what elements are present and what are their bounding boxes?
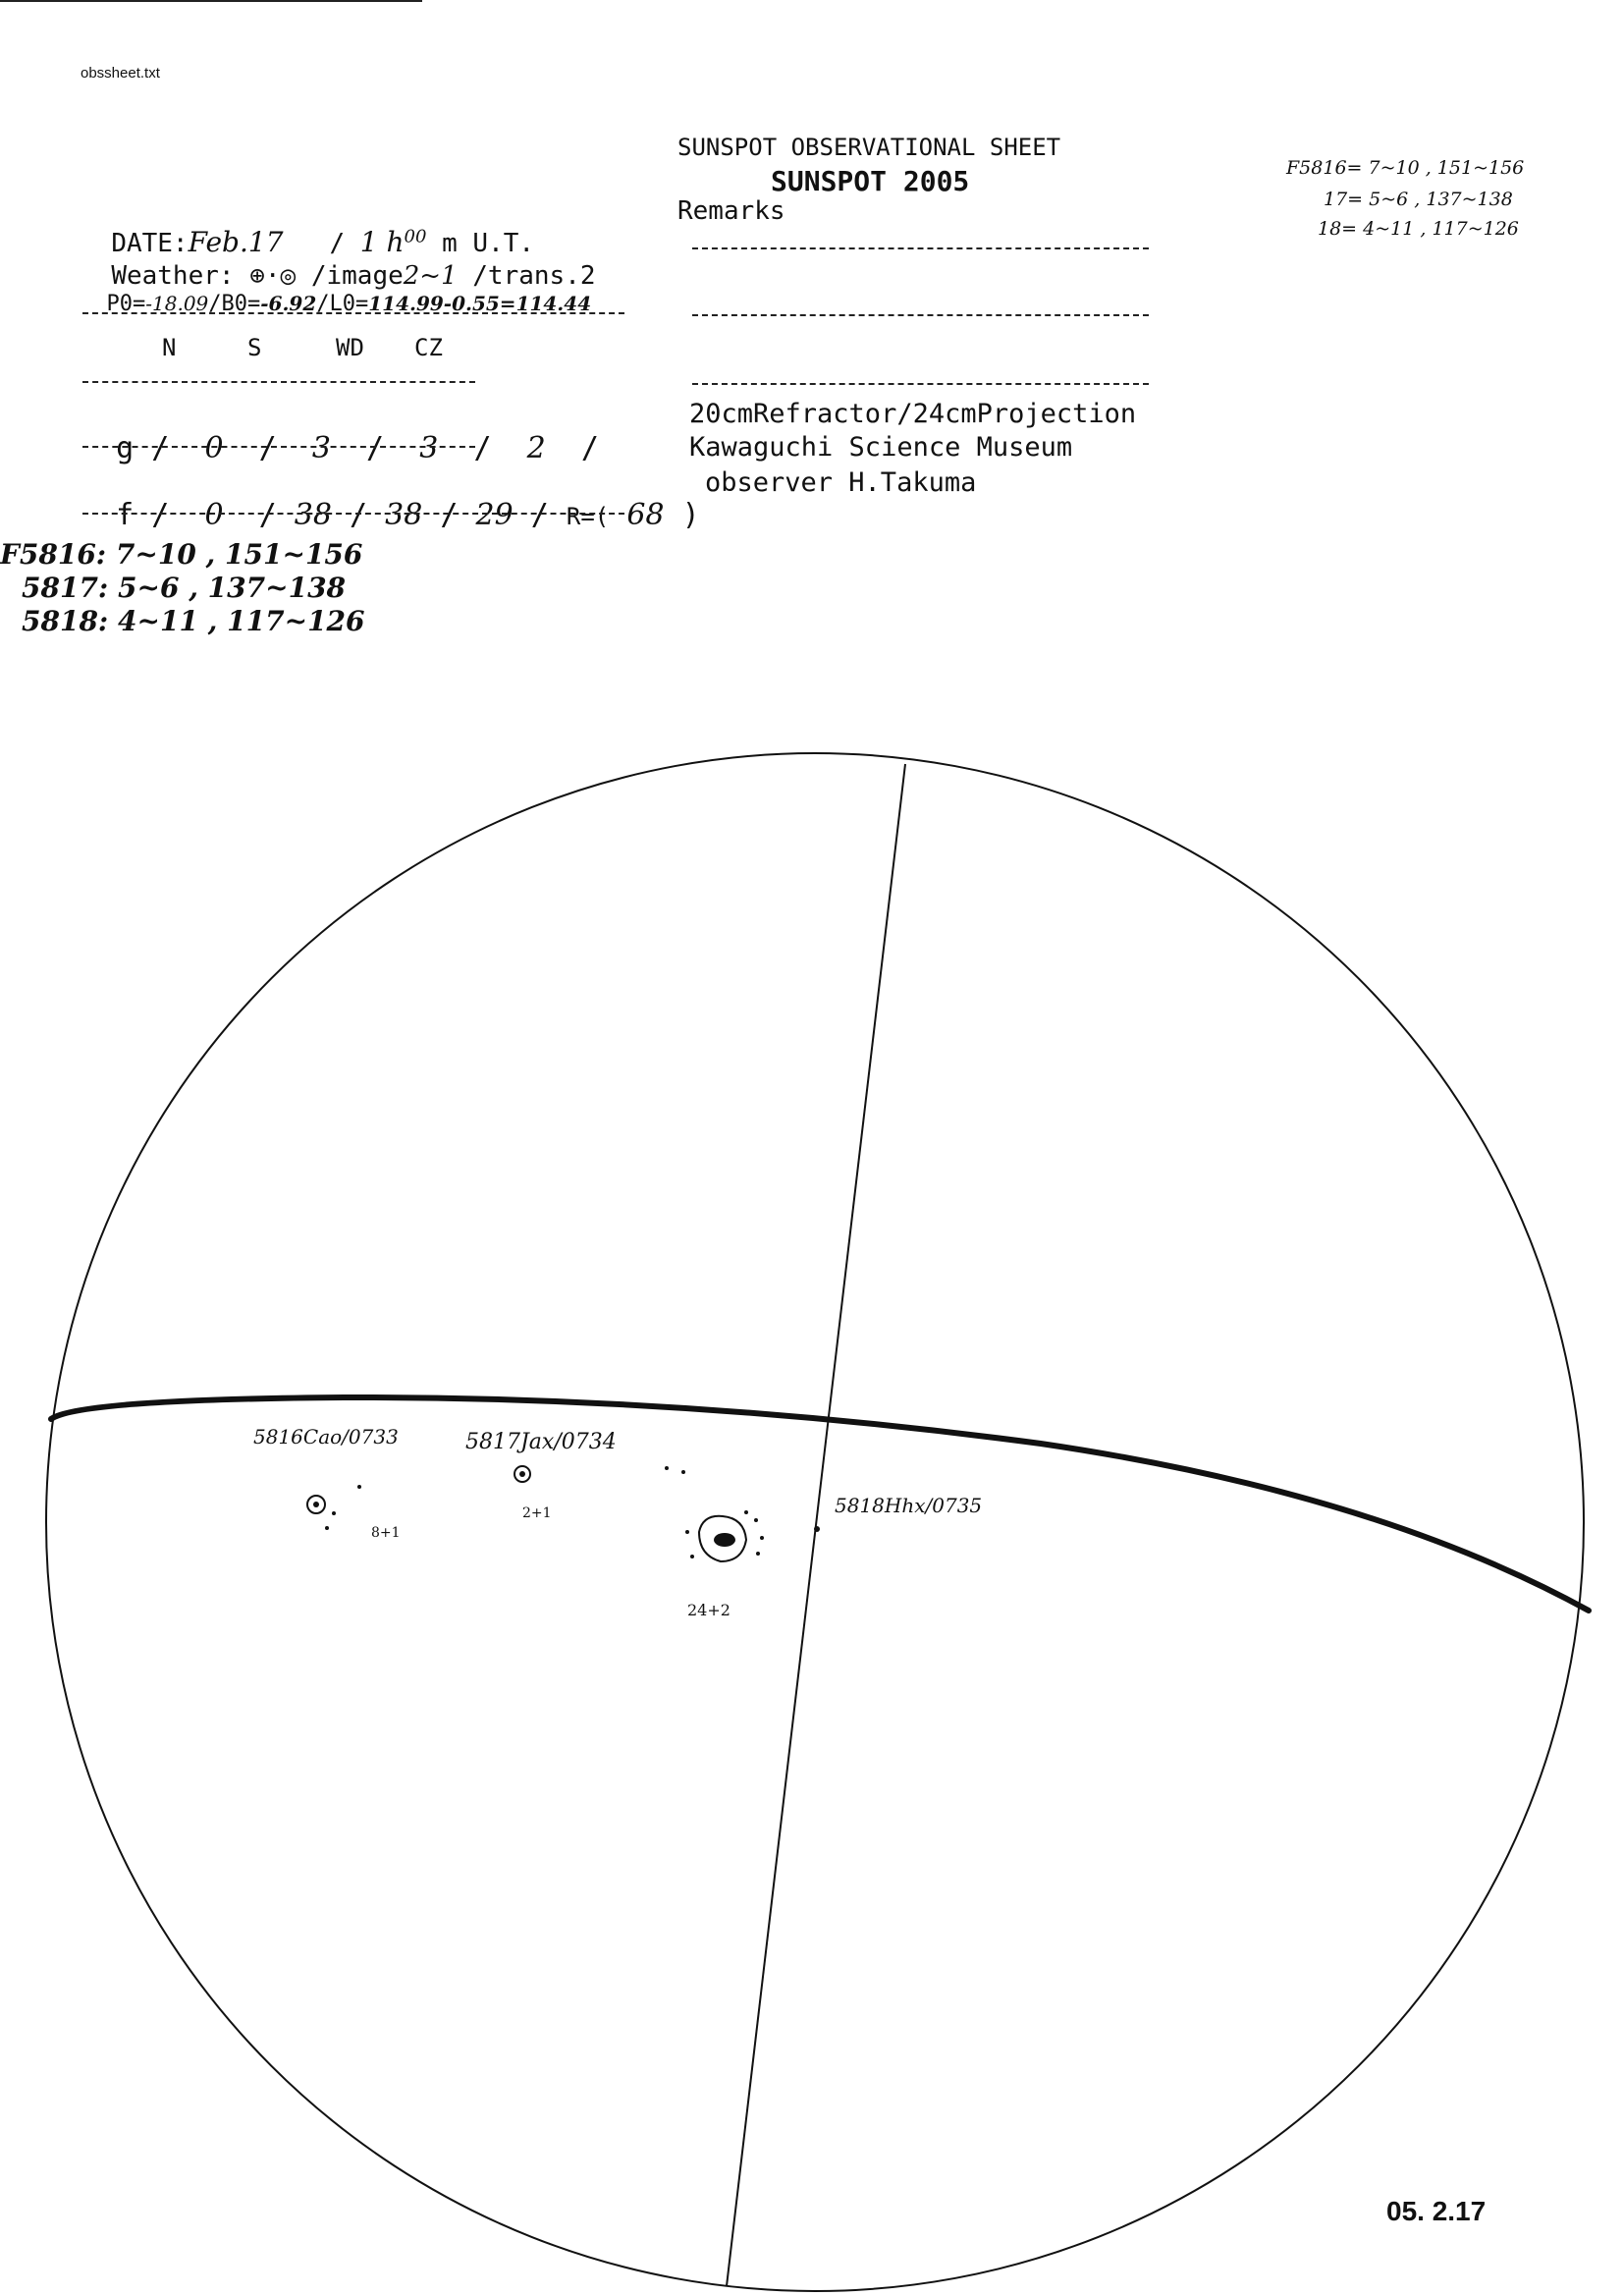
g-s: 3 [311,431,331,465]
col-header-s: S [247,334,262,361]
f-row: f / 0 / 38 / 38 / 29 / R=( 68 ) [116,498,700,532]
sunspot-5816-pore [357,1485,361,1489]
sunspot-5818-pore [754,1518,758,1522]
f-n: 0 [204,498,224,532]
group-label-5818: 5818Hhx/0735 [835,1494,983,1517]
sunspot-5817-pore [681,1470,685,1474]
note-left-2: 5817: 5~6 , 137~138 [22,572,347,604]
p0-label: P0= [106,292,146,316]
b0-value: -6.92 [260,292,317,315]
g-label: g [116,431,135,465]
sunspot-5818-pore [744,1510,748,1514]
note-right-3: 18= 4~11 , 117~126 [1318,218,1519,240]
note-left-1: F5816: 7~10 , 151~156 [0,538,363,571]
group-count-5818: 24+2 [687,1601,730,1619]
sunspot-5818-pore [814,1526,820,1532]
col-header-wd: WD [336,334,364,361]
solar-disk-outline [46,753,1584,2291]
sunspot-5817-pore [665,1466,669,1470]
r-close: ) [681,498,700,532]
date-separator: / [329,229,346,258]
f-wd: 38 [385,498,423,532]
hour-value: 1 h [359,226,405,258]
g-cz: 2 [526,431,546,465]
note-right-1: F5816= 7~10 , 151~156 [1286,157,1525,179]
l0-value: 114.99-0.55=114.44 [368,292,592,315]
sunspot-group-5817 [514,1466,685,1482]
trans-label: /trans. [472,261,580,291]
remarks-label: Remarks [677,196,785,226]
col-header-n: N [162,334,177,361]
file-label: obssheet.txt [81,65,160,82]
group-count-5817: 2+1 [522,1505,552,1521]
sunspot-5818-pore [760,1536,764,1540]
l0-label: /L0= [316,292,369,316]
col-header-cz: CZ [414,334,443,361]
sunspot-5818-pore [756,1552,760,1556]
g-n: 0 [204,431,224,465]
p0-value: -18.09 [145,292,209,315]
g-row: g / 0 / 3 / 3 / 2 / [116,431,599,465]
group-count-5816: 8+1 [371,1525,401,1541]
f-cz: 29 [475,498,514,532]
sheet-subtitle: SUNSPOT 2005 [771,165,970,197]
r-label: R=( [566,503,610,530]
weather-label: Weather: [111,261,235,291]
sunspot-5816-umbra [313,1502,319,1507]
sunspot-5816-pore [332,1511,336,1515]
minute-value: 00 [404,226,427,247]
sunspot-5817-umbra [519,1471,525,1477]
group-label-5816: 5816Cao/0733 [253,1425,399,1449]
sunspot-5816-pore [325,1526,329,1530]
f-s: 38 [294,498,332,532]
g-wd: 3 [419,431,439,465]
sky-condition: ⊕·◎ [249,261,297,291]
date-value: Feb.17 [188,226,284,258]
sunspot-5818-umbra [714,1533,735,1547]
sheet-title: SUNSPOT OBSERVATIONAL SHEET [677,134,1061,161]
trans-value: 2 [579,261,596,291]
sunspot-5818-pore [685,1530,689,1534]
r-value: 68 [626,498,665,532]
telescope-info: 20cmRefractor/24cmProjection [689,399,1137,429]
sunspot-5818-pore [690,1555,694,1558]
image-label: /image [310,261,404,291]
date-label: DATE: [111,229,189,258]
note-left-3: 5818: 4~11 , 117~126 [22,605,365,637]
note-right-2: 17= 5~6 , 137~138 [1324,189,1513,210]
stamp-date: 05. 2.17 [1386,2196,1487,2226]
b0-label: /B0= [208,292,261,316]
f-label: f [116,498,135,532]
site-info: Kawaguchi Science Museum [689,432,1073,463]
central-meridian-line [727,764,905,2286]
group-label-5817: 5817Jax/0734 [465,1430,617,1454]
time-unit: m U.T. [442,229,535,258]
observer-info: observer H.Takuma [705,467,977,498]
sunspot-group-5816 [307,1485,361,1530]
sunspot-group-5818 [685,1510,820,1561]
image-value: 2~1 [403,261,458,291]
